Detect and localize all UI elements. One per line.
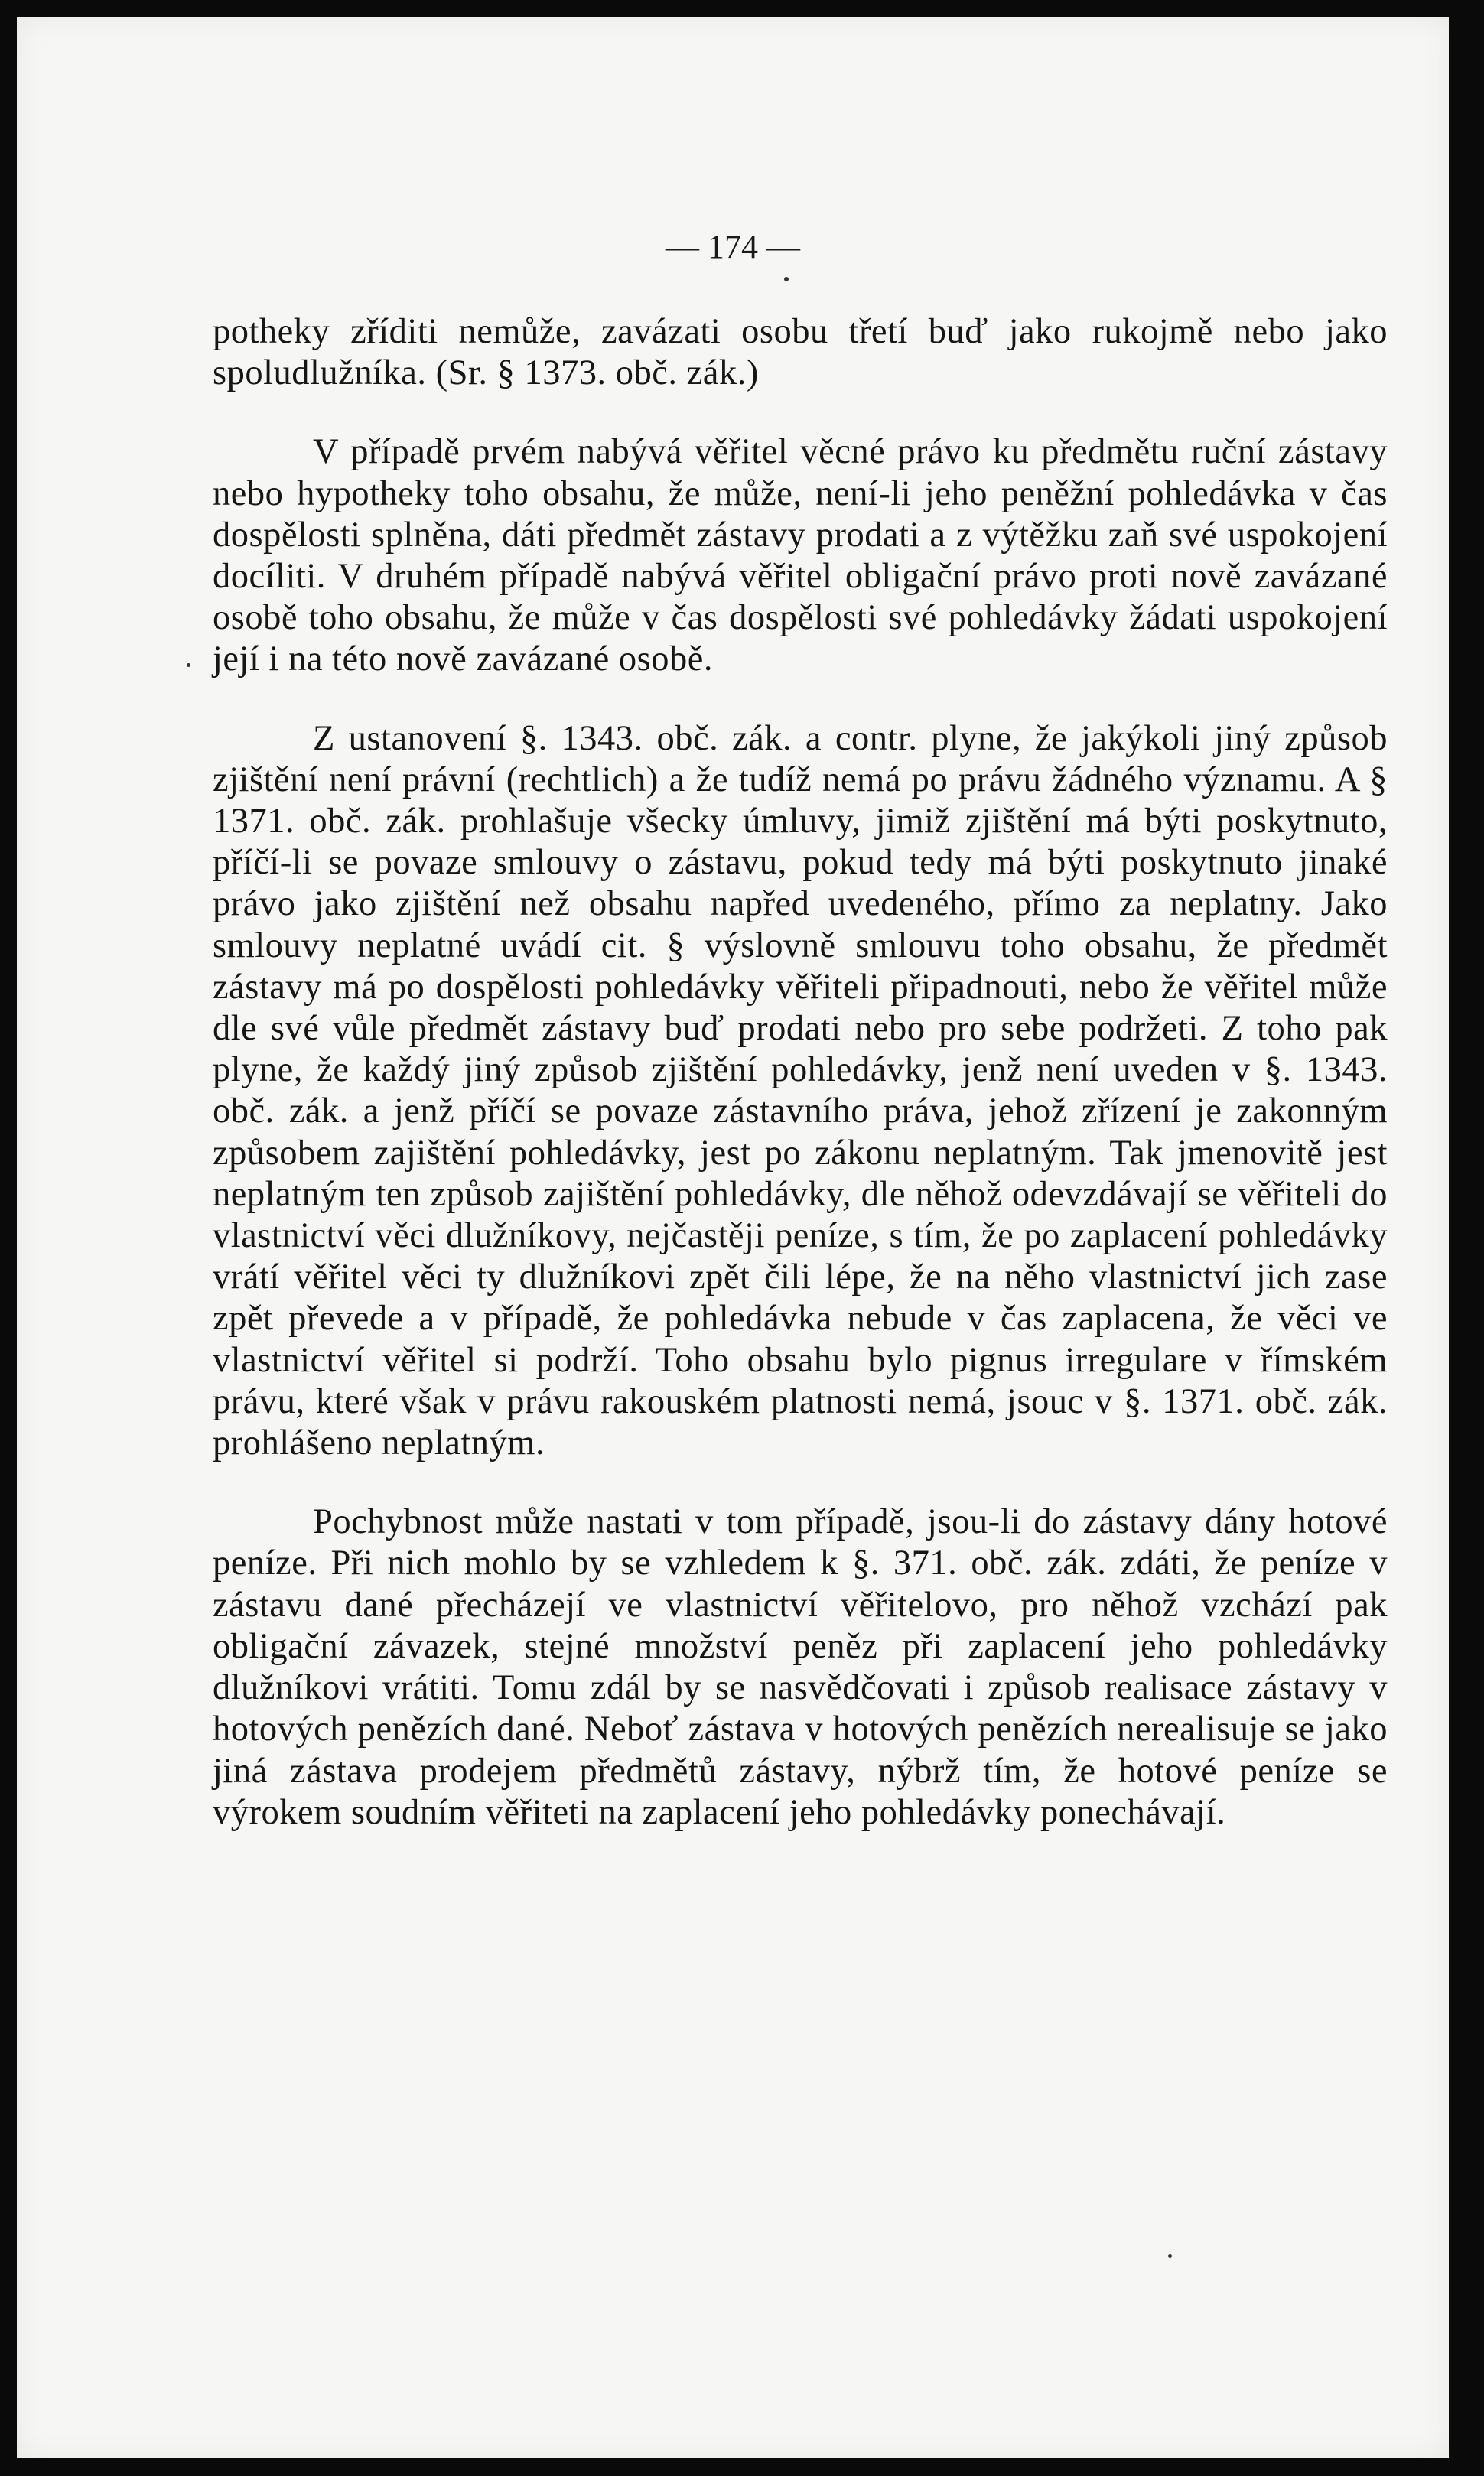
- body-text: [213, 311, 1388, 1833]
- stray-mark: [187, 663, 190, 667]
- paragraph: V případě prvém nabývá věřitel věcné právo ku předmětu ruční zástavy nebo hypotheky toho obsahu, že může, není-li jeho peněžní pohledávka v čas dospělosti splněna, dáti předmět zástavy prodati a z výtěžku zaň své uspokojení docíliti. V druhém případě nabývá věřitel obligační právo proti nově zavázané osobě toho obsahu, že může v čas dospělosti své pohledávky žádati uspokojení její i na této nově zavázané osobě.: [213, 432, 1388, 679]
- page-number: — 174 —: [666, 228, 800, 265]
- stray-mark: [784, 277, 789, 281]
- stray-mark: [1168, 2254, 1172, 2258]
- paragraph: Z ustanovení §. 1343. obč. zák. a contr. plyne, že jakýkoli jiný způsob zjištění není právní (rechtlich) a že tudíž nemá po právu žádného významu. A § 1371. obč. zák. prohlašuje všecky úmluvy, jimiž zjištění má býti poskytnuto, příčí-li se povaze smlouvy o zástavu, pokud tedy má býti poskytnuto jinaké právo jako zjištění než obsahu napřed uvedeného, přímo za neplatny. Jako smlouvy neplatné uvádí cit. § výslovně smlouvu toho obsahu, že předmět zástavy má po dospělosti pohledávky věřiteli připadnouti, nebo že věřitel může dle své vůle předmět zástavy buď prodati nebo pro sebe podržeti. Z toho pak plyne, že každý jiný způsob zjištění pohledávky, jenž není uveden v §. 1343. obč. zák. a jenž příčí se povaze zástavního práva, jehož zřízení je zakonným způsobem zajištění pohledávky, jest po zákonu neplatným. Tak jmenovitě jest neplatným ten způsob zajištění pohledávky, dle něhož odevzdávají se věřiteli do vlastnictví věci dlužníkovy, nejčastěji peníze, s tím, že po zaplacení pohledávky vrátí věřitel věci ty dlužníkovi zpět čili lépe, že na něho vlastnictví jich zase zpět převede a v případě, že pohledávka nebude v čas zaplacena, že věci ve vlastnictví věřitel si podrží. Toho obsahu bylo pignus irregulare v římském právu, které však v právu rakouském platnosti nemá, jsouc v §. 1371. obč. zák. prohlášeno neplatným.: [213, 718, 1388, 1463]
- paragraph: potheky zříditi nemůže, zavázati osobu třetí buď jako rukojmě nebo jako spoludlužníka. (Sr. § 1373. obč. zák.): [213, 312, 1388, 393]
- book-page: [17, 17, 1449, 2458]
- paragraph: Pochybnost může nastati v tom případě, jsou-li do zástavy dány hotové peníze. Při nich mohlo by se vzhledem k §. 371. obč. zák. zdáti, že peníze v zástavu dané přecházejí ve vlastnictví věřitelovo, pro něhož vzchází pak obligační závazek, stejné množství peněz při zaplacení jeho pohledávky dlužníkovi vrátiti. Tomu zdál by se nasvědčovati i způsob realisace zástavy v hotových penězích dané. Neboť zástava v hotových penězích nerealisuje se jako jiná zástava prodejem předmětů zástavy, nýbrž tím, že hotové peníze se výrokem soudním věřiteti na zaplacení jeho pohledávky ponechávají.: [213, 1502, 1388, 1832]
